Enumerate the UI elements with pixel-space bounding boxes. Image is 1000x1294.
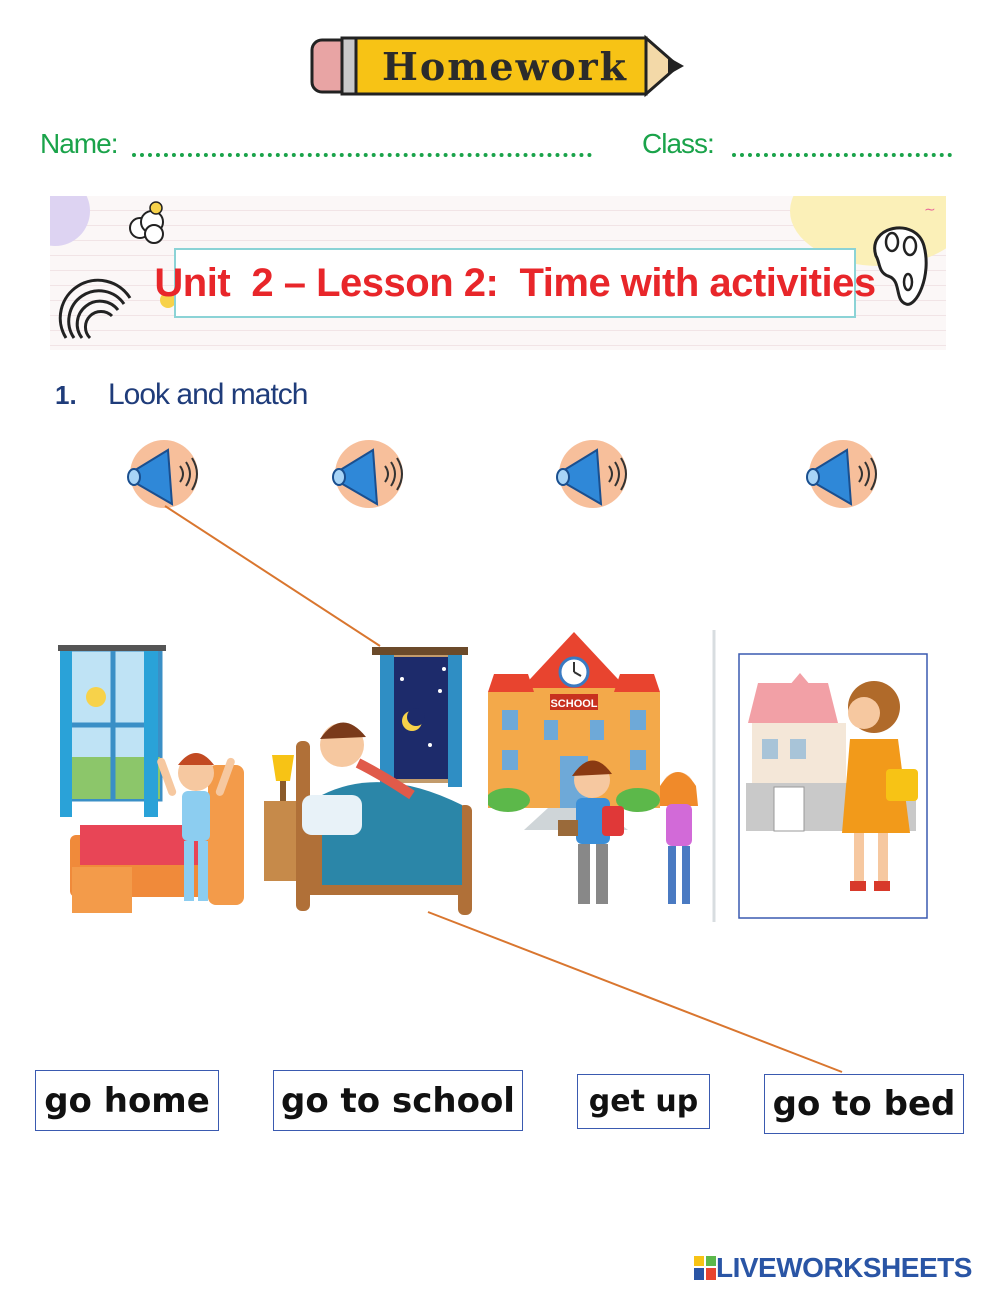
picture-go-home bbox=[738, 653, 928, 919]
picture-go-to-bed bbox=[262, 645, 476, 930]
word-box-get-up[interactable] bbox=[577, 1074, 710, 1129]
banner-title-box bbox=[154, 248, 876, 318]
liveworksheets-logo[interactable] bbox=[694, 1252, 972, 1284]
speaker-button-3[interactable] bbox=[551, 434, 637, 512]
word-label: go home bbox=[44, 1080, 210, 1121]
speaker-button-2[interactable] bbox=[327, 434, 413, 512]
speaker-button-1[interactable] bbox=[122, 434, 208, 512]
word-box-go-home[interactable] bbox=[35, 1070, 219, 1131]
exercise-number: 1. bbox=[55, 380, 77, 410]
cloud-icon bbox=[126, 200, 168, 246]
squiggle-icon: ∼ bbox=[924, 202, 936, 218]
exercise-instruction: Look and match bbox=[108, 378, 308, 411]
lesson-title: Unit 2 – Lesson 2: Time with activities bbox=[154, 260, 876, 305]
liveworksheets-mark-icon bbox=[694, 1256, 716, 1280]
face-doodle-icon bbox=[866, 216, 932, 312]
word-label: get up bbox=[588, 1084, 699, 1119]
match-line-2 bbox=[428, 912, 842, 1072]
picture-get-up bbox=[58, 645, 248, 925]
word-box-go-to-school[interactable] bbox=[273, 1070, 523, 1131]
match-line-1 bbox=[165, 506, 380, 646]
class-label: Class: bbox=[642, 128, 714, 159]
logo-text: LIVEWORKSHEETS bbox=[716, 1252, 972, 1283]
picture-go-to-school bbox=[488, 630, 716, 922]
word-box-go-to-bed[interactable] bbox=[764, 1074, 964, 1134]
name-field[interactable] bbox=[132, 153, 592, 157]
rainbow-icon bbox=[58, 258, 138, 342]
word-label: go to school bbox=[281, 1080, 515, 1121]
name-label: Name: bbox=[40, 128, 118, 159]
homework-title: Homework bbox=[381, 43, 629, 89]
class-field[interactable] bbox=[732, 153, 952, 157]
word-label: go to bed bbox=[772, 1084, 956, 1124]
lesson-banner bbox=[50, 196, 946, 350]
school-sign-text: SCHOOL bbox=[550, 698, 598, 710]
speaker-button-4[interactable] bbox=[801, 434, 887, 512]
